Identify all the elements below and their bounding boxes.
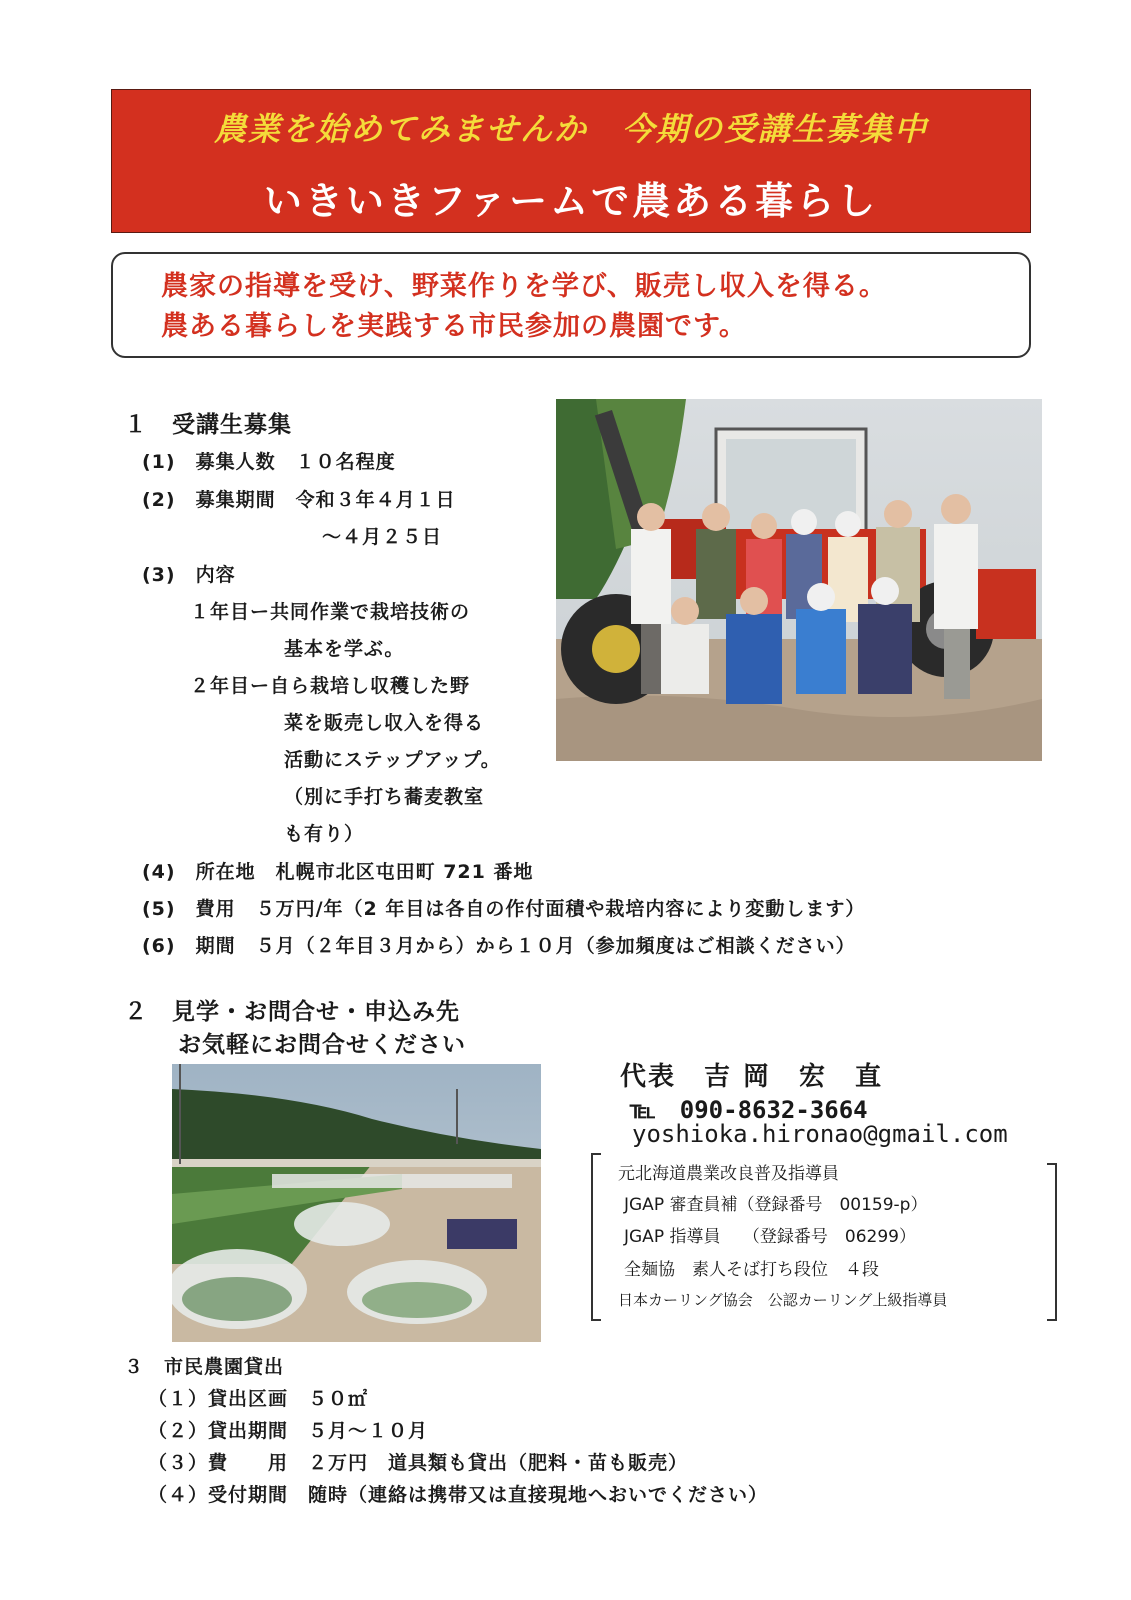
rental-period: （２）貸出期間 ５月～１０月 xyxy=(148,1420,429,1442)
reception-period: （４）受付期間 随時（連絡は携帯又は直接現地へおいでください） xyxy=(148,1484,769,1506)
title-banner xyxy=(111,89,1031,233)
credentials-bracket-left xyxy=(591,1153,601,1321)
content-year2-cont2: 活動にステップアップ。 xyxy=(284,749,501,771)
recruit-period: (2) 募集期間 令和３年４月１日 xyxy=(142,489,456,511)
credential-2: JGAP 審査員補（登録番号 00159-p） xyxy=(624,1195,928,1215)
content-year2: ２年目ー自ら栽培し収穫した野 xyxy=(190,675,471,697)
credential-5: 日本カーリング協会 公認カーリング上級指導員 xyxy=(618,1291,948,1309)
farm-field-image xyxy=(172,1064,541,1342)
section2-heading: ２ 見学・お問合せ・申込み先 xyxy=(124,999,460,1025)
content-label: (3) 内容 xyxy=(142,564,236,586)
credentials-bracket-right xyxy=(1047,1163,1057,1321)
farm-field-photo xyxy=(172,1064,541,1342)
section1-heading: １ 受講生募集 xyxy=(124,412,292,438)
content-year2-cont1: 菜を販売し収入を得る xyxy=(284,712,485,734)
intro-box xyxy=(111,252,1031,358)
credential-4: 全麺協 素人そば打ち段位 ４段 xyxy=(624,1260,879,1280)
section3-heading: ３ 市民農園貸出 xyxy=(124,1356,285,1378)
content-year1-cont: 基本を学ぶ。 xyxy=(284,638,405,660)
content-soba-note: （別に手打ち蕎麦教室 xyxy=(284,786,485,808)
recruit-period-end: ～４月２５日 xyxy=(142,526,443,548)
representative-name: 代表 吉 岡 宏 直 xyxy=(620,1062,884,1092)
recruit-count: (1) 募集人数 １０名程度 xyxy=(142,451,396,473)
email-address: yoshioka.hironao@gmail.com xyxy=(632,1120,1008,1148)
banner-tagline: 農業を始めてみませんか 今期の受講生募集中 xyxy=(213,110,928,148)
credential-3: JGAP 指導員 （登録番号 06299） xyxy=(624,1227,916,1247)
fee: (5) 費用 ５万円/年（2 年目は各自の作付面積や栽培内容により変動します） xyxy=(142,898,866,920)
intro-line-1: 農家の指導を受け、野菜作りを学び、販売し収入を得る。 xyxy=(161,271,887,302)
group-tractor-image xyxy=(556,399,1042,761)
plot-size: （１）貸出区画 ５０㎡ xyxy=(148,1388,369,1410)
section2-subheading: お気軽にお問合せください xyxy=(178,1032,466,1058)
group-tractor-photo xyxy=(556,399,1042,761)
credential-1: 元北海道農業改良普及指導員 xyxy=(618,1164,839,1184)
content-year1: １年目ー共同作業で栽培技術の xyxy=(190,601,471,623)
phone-number: ℡ 090-8632-3664 xyxy=(630,1096,868,1124)
location: (4) 所在地 札幌市北区屯田町 721 番地 xyxy=(142,861,534,883)
banner-title: いきいきファームで農ある暮らし xyxy=(263,179,879,223)
content-soba-note-cont: も有り） xyxy=(284,823,365,845)
intro-line-2: 農ある暮らしを実践する市民参加の農園です。 xyxy=(161,311,747,342)
rental-fee: （３）費 用 ２万円 道具類も貸出（肥料・苗も販売） xyxy=(148,1452,689,1474)
period: (6) 期間 ５月（２年目３月から）から１０月（参加頻度はご相談ください） xyxy=(142,935,856,957)
